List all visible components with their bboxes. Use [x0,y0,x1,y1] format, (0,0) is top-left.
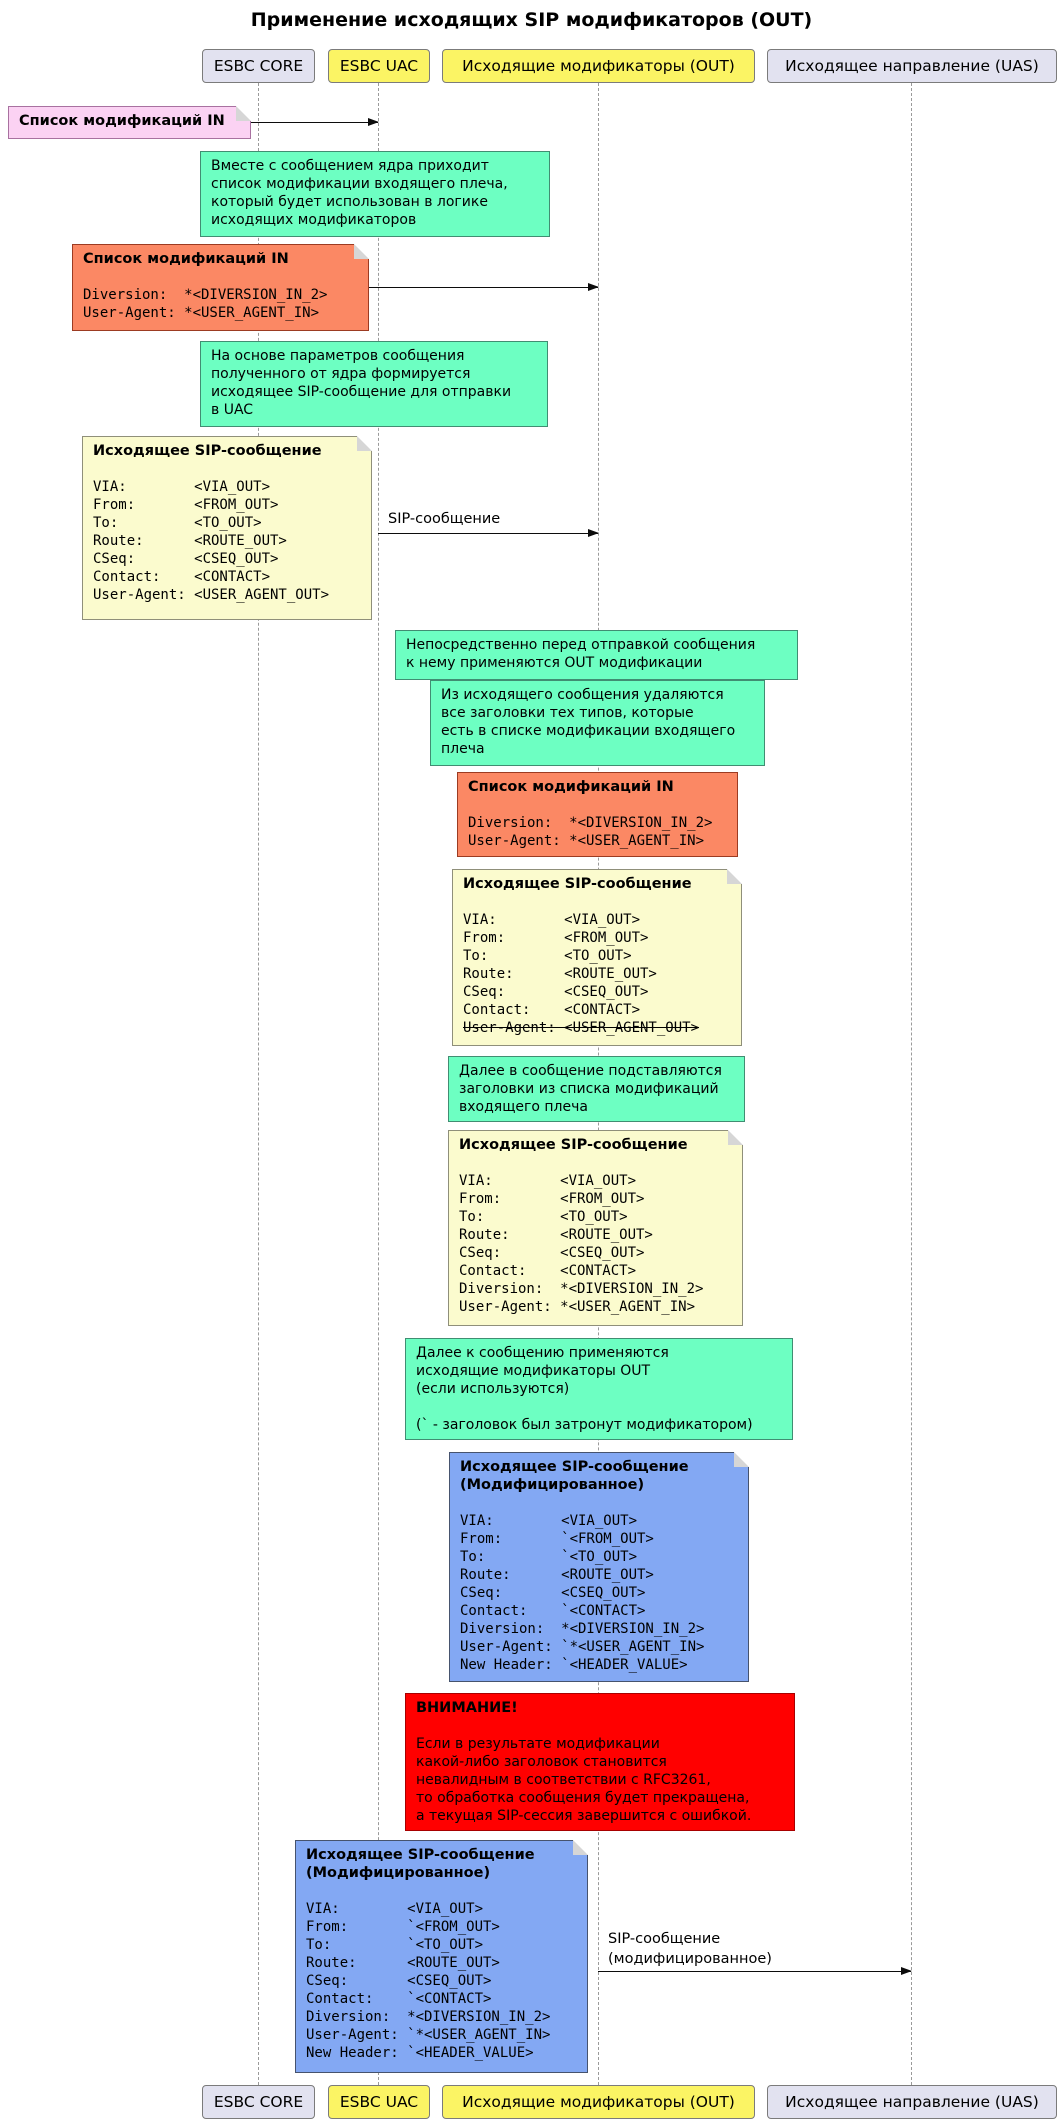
note-title: Список модификаций IN [83,251,289,267]
note-body: VIA: <VIA_OUT> From: <FROM_OUT> To: <TO_OUT> Route: <ROUTE_OUT> CSeq: <CSEQ_OUT> Contact: <CONTACT> User-Agent: <USER_AGENT_OUT> [463,912,700,1036]
note-body: Если в результате модификации какой-либо заголовок становится невалидным в соответствии с RFC3261, то обработка сообщения будет прекращена, а текущая SIP-сессия завершится с ошибкой. [416,1736,752,1824]
note-green-apply-modifiers [405,1338,793,1440]
note-body: Diversion: *<DIVERSION_IN_2> User-Agent: *<USER_AGENT_IN> [83,287,328,321]
note-in-modlist-orange-1 [72,244,369,331]
participant-esbc-core-top: ESBC CORE [202,49,315,83]
note-body: Далее в сообщение подставляются заголовки из списка модификаций входящего плеча [459,1063,722,1115]
note-title: Исходящее SIP-сообщение [460,1459,689,1475]
note-body: Diversion: *<DIVERSION_IN_2> User-Agent: *<USER_AGENT_IN> [468,815,713,849]
message-arrow-modlist-to-out [369,287,598,288]
lifeline-out-direction [911,83,912,2085]
participant-out-direction-top: Исходящее направление (UAS) [767,49,1057,83]
note-green-out-apply [395,630,798,680]
note-green-core-msg [200,151,550,237]
note-body: VIA: <VIA_OUT> From: <FROM_OUT> To: <TO_OUT> Route: <ROUTE_OUT> CSeq: <CSEQ_OUT> Contact: <CONTACT> User-Agent: <USER_AGENT_OUT> [93,479,330,603]
note-green-sip-build [200,341,548,427]
note-title: Исходящее SIP-сообщение [306,1847,535,1863]
note-yellow-sip-out-3 [448,1130,743,1326]
note-green-insert-headers [448,1056,745,1122]
note-title-2: (Модифицированное) [460,1477,645,1493]
note-body: Из исходящего сообщения удаляются все заголовки тех типов, которые есть в списке модификации входящего плеча [441,687,736,757]
note-blue-sip-modified-2 [295,1840,588,2073]
note-body: Вместе с сообщением ядра приходит список модификации входящего плеча, который будет использован в логике исходящих модификаторов [211,158,508,228]
participant-out-modifiers-top: Исходящие модификаторы (OUT) [442,49,755,83]
note-title: ВНИМАНИЕ! [416,1700,518,1716]
note-red-warning [405,1693,795,1831]
note-green-remove-headers [430,680,765,766]
note-title-2: (Модифицированное) [306,1865,491,1881]
note-yellow-sip-out-2 [452,869,742,1046]
note-body: Далее к сообщению применяются исходящие модификаторы OUT (если используются) (` - заголовок был затронут модификатором) [416,1345,753,1433]
note-in-modlist-orange-2 [457,772,738,857]
note-title: Исходящее SIP-сообщение [463,876,692,892]
note-body: На основе параметров сообщения полученного от ядра формируется исходящее SIP-сообщение для отправки в UAC [211,348,512,418]
note-blue-sip-modified-1 [449,1452,749,1682]
note-title: Исходящее SIP-сообщение [93,443,322,459]
participant-out-modifiers-bottom: Исходящие модификаторы (OUT) [442,2085,755,2119]
participant-esbc-core-bottom: ESBC CORE [202,2085,315,2119]
message-arrow-sip-to-out [378,533,598,534]
note-yellow-sip-out-1 [82,436,372,620]
note-body: VIA: <VIA_OUT> From: <FROM_OUT> To: <TO_OUT> Route: <ROUTE_OUT> CSeq: <CSEQ_OUT> Contact: <CONTACT> Diversion: *<DIVERSION_IN_2> User-Agent: *<USER_AGENT_IN> [459,1173,704,1315]
note-body: VIA: <VIA_OUT> From: `<FROM_OUT> To: `<TO_OUT> Route: <ROUTE_OUT> CSeq: <CSEQ_OUT> Contact: `<CONTACT> Diversion: *<DIVERSION_IN_2> User-Agent: `*<USER_AGENT_IN> New Header: `<HEADER_VALUE> [306,1901,551,2061]
note-title: Список модификаций IN [19,113,225,129]
message-arrow-modlist-to-uac [251,122,378,123]
note-body: VIA: <VIA_OUT> From: `<FROM_OUT> To: `<TO_OUT> Route: <ROUTE_OUT> CSeq: <CSEQ_OUT> Contact: `<CONTACT> Diversion: *<DIVERSION_IN_2> User-Agent: `*<USER_AGENT_IN> New Header: `<HEADER_VALUE> [460,1513,705,1673]
message-arrow-sip-to-uas [598,1971,911,1972]
note-in-modlist-pink [8,106,251,139]
participant-esbc-uac-bottom: ESBC UAC [328,2085,430,2119]
message-label-sip-modified: SIP-сообщение (модифицированное) [608,1931,772,1967]
participant-out-direction-bottom: Исходящее направление (UAS) [767,2085,1057,2119]
note-title: Список модификаций IN [468,779,674,795]
message-label-sip: SIP-сообщение [388,511,501,527]
note-body: Непосредственно перед отправкой сообщения к нему применяются OUT модификации [406,637,756,671]
note-title: Исходящее SIP-сообщение [459,1137,688,1153]
diagram-title: Применение исходящих SIP модификаторов (OUT) [250,9,813,31]
participant-esbc-uac-top: ESBC UAC [328,49,430,83]
